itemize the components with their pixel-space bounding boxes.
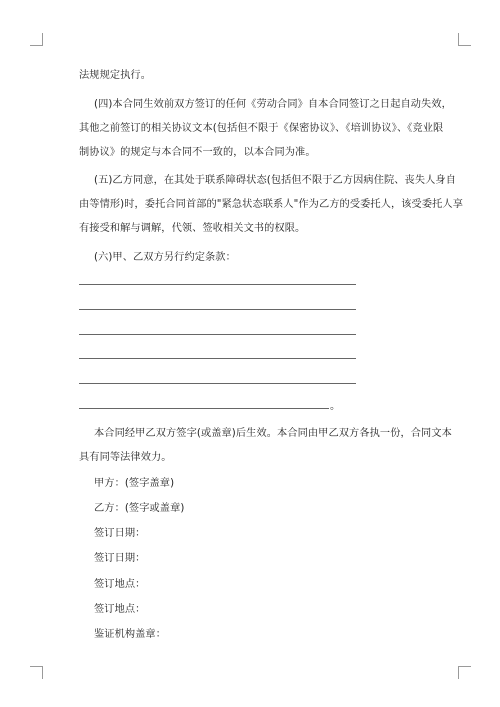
signing-place-2: 签订地点： [94, 604, 146, 615]
crop-mark-bottom-right [458, 666, 471, 679]
blank-line-period: 。 [330, 401, 341, 412]
clause-5-line-1: (五)乙方同意，在其处于联系障碍状态(包括但不限于乙方因病住院、丧失人身自 [94, 175, 456, 186]
clause-4-line-2: 其他之前签订的相关协议文本(包括但不限于《保密协议》、《培训协议》、《竞业限 [79, 123, 444, 134]
blank-line-4[interactable] [79, 358, 356, 359]
clause-6-heading: (六)甲、乙双方另行约定条款： [94, 252, 236, 263]
blank-line-6[interactable] [79, 408, 329, 409]
signing-place-1: 签订地点： [94, 579, 146, 590]
text-line-1: 法规规定执行。 [79, 70, 152, 81]
notary-seal: 鉴证机构盖章： [94, 629, 167, 640]
effect-line-2: 具有同等法律效力。 [79, 452, 172, 463]
clause-4-line-3: 制协议》的规定与本合同不一致的，以本合同为准。 [79, 147, 316, 158]
clause-4-line-1: (四)本合同生效前双方签订的任何《劳动合同》自本合同签订之日起自动失效， [94, 99, 452, 110]
crop-mark-bottom-left [30, 666, 43, 679]
party-b-signature: 乙方：(签字或盖章) [94, 503, 185, 514]
signing-date-2: 签订日期： [94, 553, 146, 564]
blank-line-3[interactable] [79, 334, 356, 335]
blank-line-2[interactable] [79, 309, 356, 310]
party-a-signature: 甲方：(签字盖章) [94, 478, 175, 489]
clause-5-line-2: 由等情形)时，委托合同首部的"紧急状态联系人"作为乙方的受委托人，该受委托人享 [79, 199, 463, 210]
signing-date-1: 签订日期： [94, 528, 146, 539]
crop-mark-top-left [30, 33, 43, 46]
clause-5-line-3: 有接受和解与调解，代领、签收相关文书的权限。 [79, 223, 306, 234]
crop-mark-top-right [458, 33, 471, 46]
blank-line-5[interactable] [79, 383, 356, 384]
effect-line-1: 本合同经甲乙双方签字(或盖章)后生效。本合同由甲乙双方各执一份，合同文本 [94, 428, 452, 439]
blank-line-1[interactable] [79, 284, 356, 285]
